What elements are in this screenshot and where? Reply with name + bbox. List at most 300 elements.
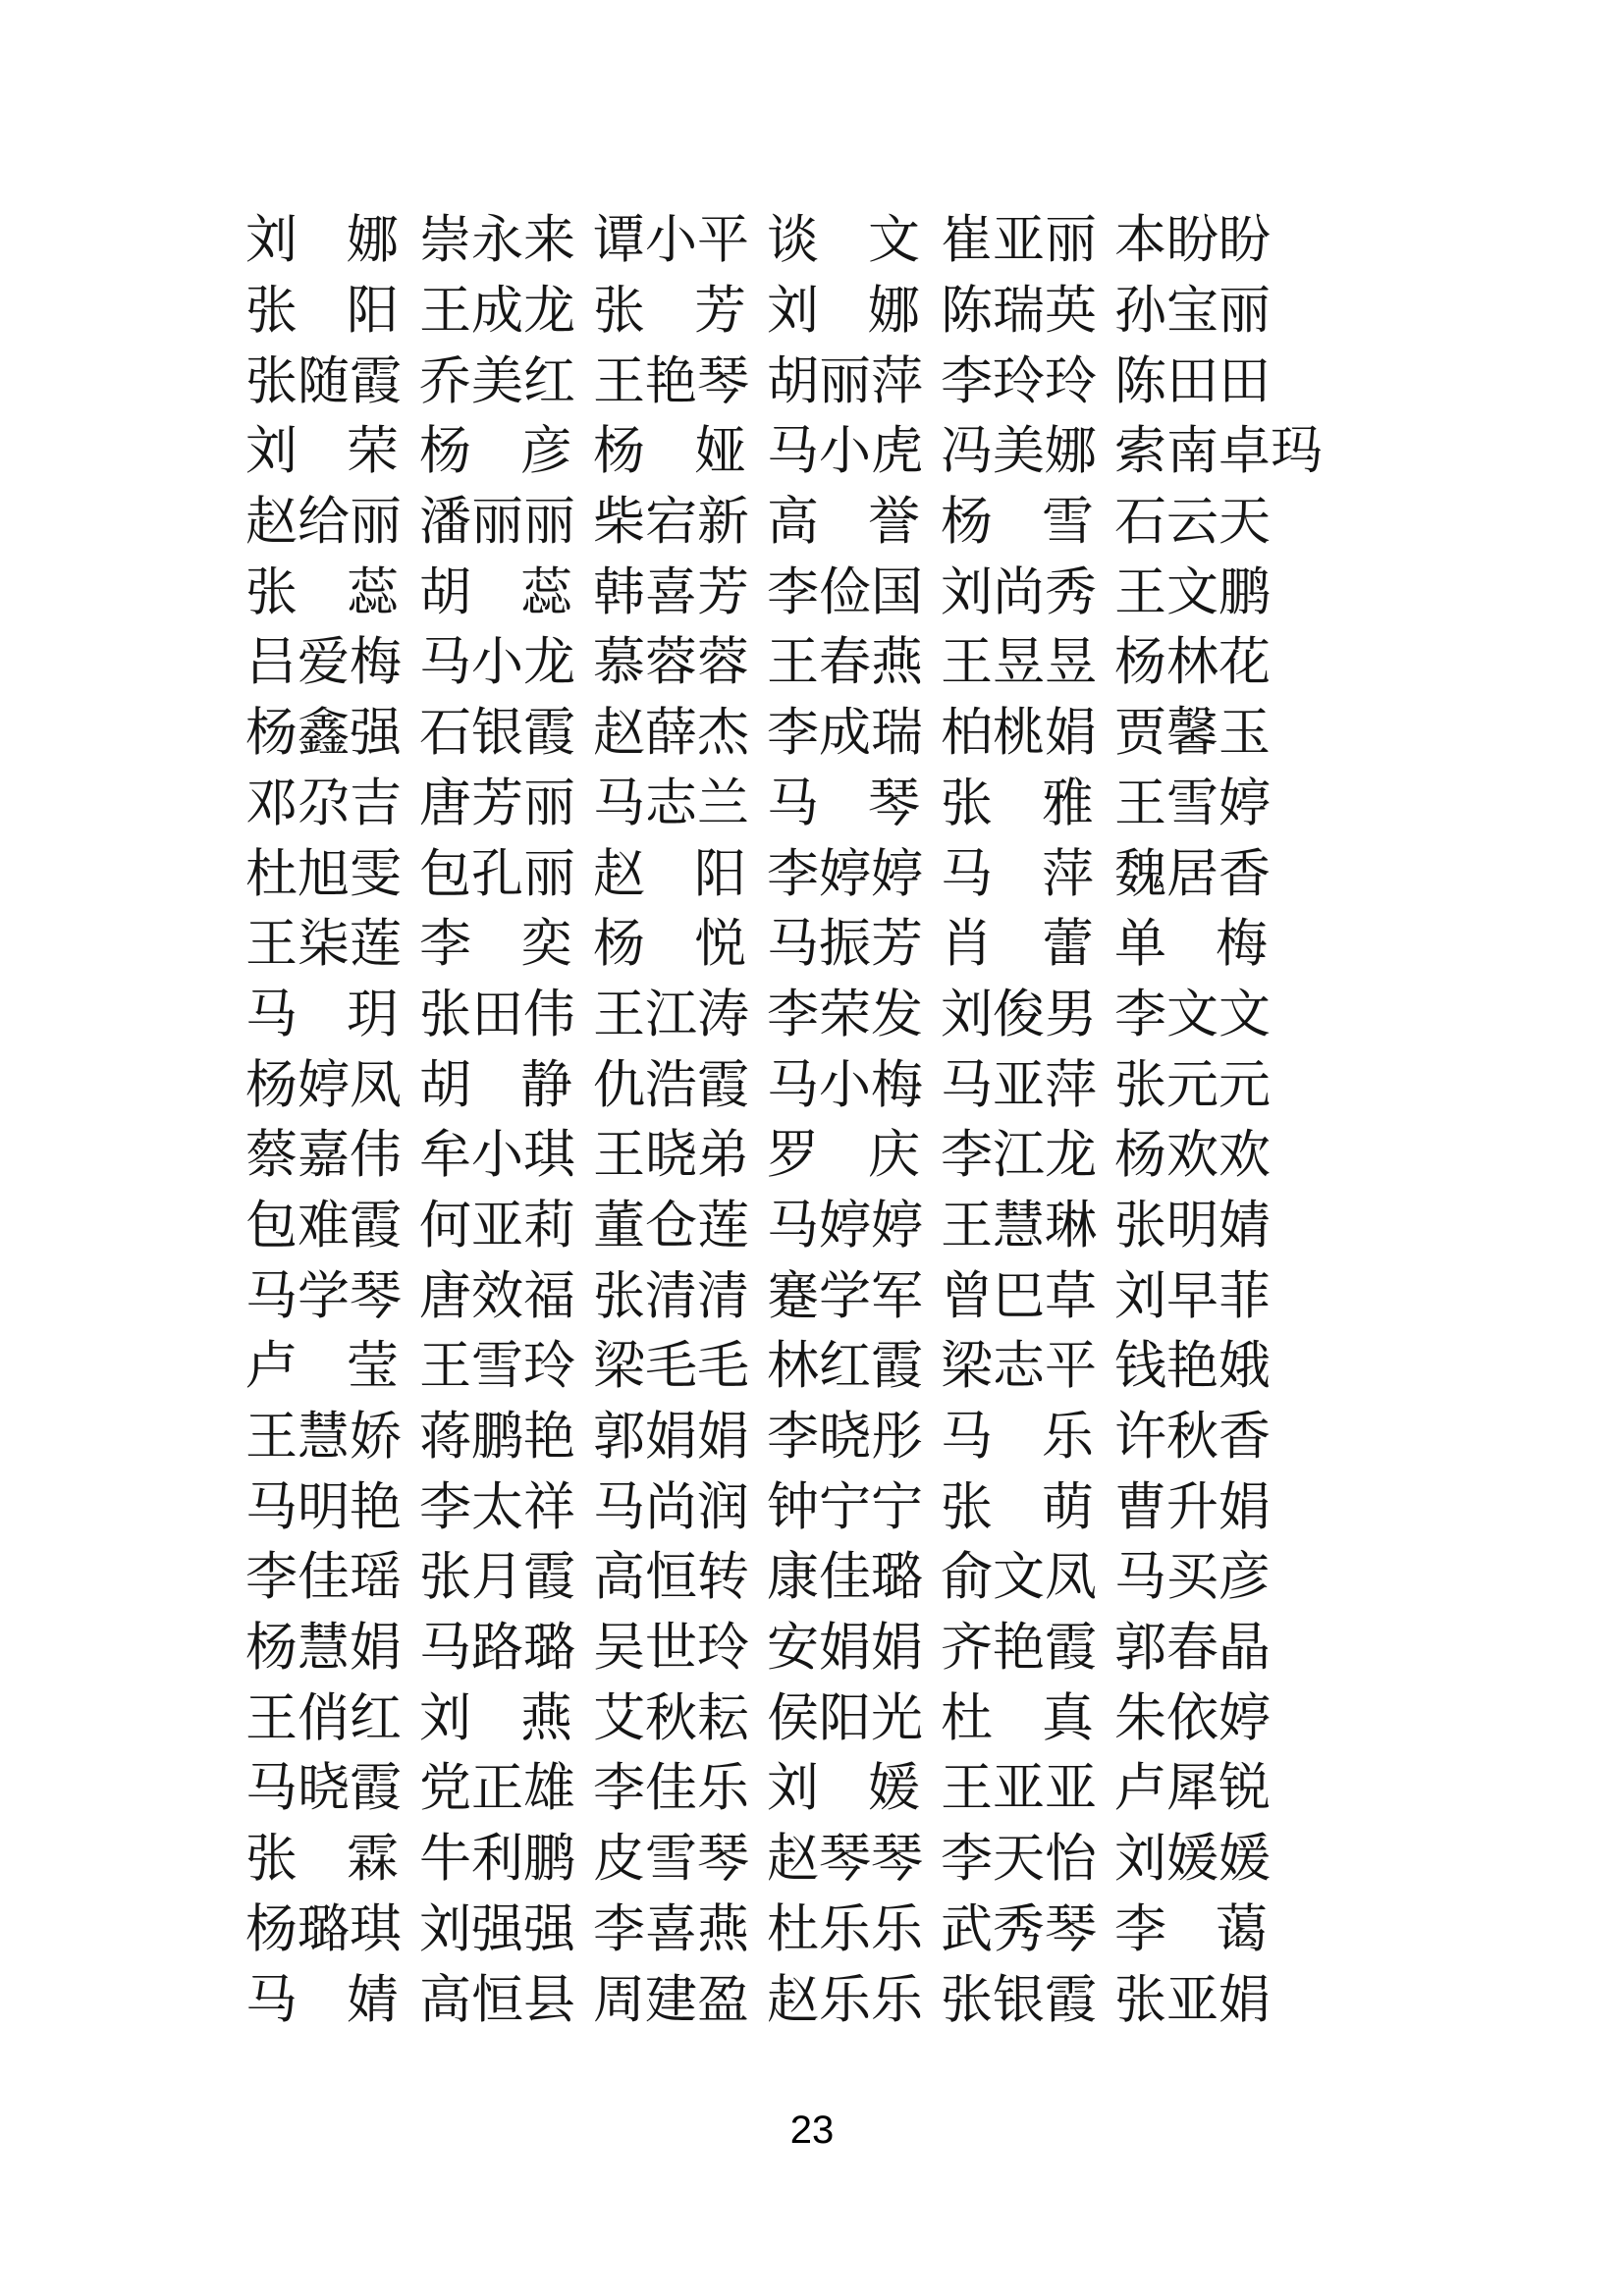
name-char: 雅 [1042, 774, 1094, 832]
name-char: 杨 [245, 1900, 298, 1958]
name-char: 娜 [347, 212, 399, 270]
name-char: 早 [1166, 1267, 1218, 1325]
name-char: 马 [245, 1478, 298, 1536]
name-char: 张 [245, 352, 298, 410]
name-cell [767, 705, 923, 763]
name-char: 璐 [298, 1900, 350, 1958]
name-cell [419, 1549, 575, 1607]
name-char: 江 [645, 986, 697, 1043]
name-char: 曹 [1114, 1478, 1166, 1536]
name-cell [767, 1267, 923, 1325]
name-char: 秀 [1045, 563, 1097, 621]
name-char: 霞 [523, 1549, 575, 1607]
name-char: 刘 [419, 1900, 471, 1958]
name-char: 娟 [1045, 705, 1097, 763]
name-char: 田 [471, 986, 523, 1043]
name-char: 张 [419, 1549, 471, 1607]
name-char: 马 [767, 1056, 819, 1114]
name-char: 莲 [350, 916, 402, 974]
name-char: 凤 [1045, 1549, 1097, 1607]
name-char: 牛 [419, 1831, 471, 1889]
name-char: 喜 [645, 1900, 697, 1958]
name-char: 买 [1166, 1549, 1218, 1607]
name-char: 锐 [1218, 1760, 1271, 1818]
name-char: 发 [871, 986, 923, 1043]
name-row [245, 1754, 1271, 1825]
name-char: 香 [1218, 1409, 1271, 1467]
name-cell [1114, 1197, 1271, 1255]
name-char: 伟 [350, 1127, 402, 1185]
name-cell [767, 986, 923, 1043]
name-char: 真 [1042, 1689, 1094, 1747]
name-char: 李 [1114, 986, 1166, 1043]
name-char: 婷 [819, 1197, 871, 1255]
name-char: 瑞 [993, 283, 1045, 341]
name-row [245, 1121, 1271, 1192]
name-char: 娅 [694, 423, 746, 481]
name-char: 高 [419, 1971, 471, 2029]
name-cell [419, 1127, 575, 1185]
name-char: 赵 [593, 845, 645, 903]
name-cell [1114, 563, 1271, 621]
name-char: 恒 [645, 1549, 697, 1607]
name-char: 媛 [868, 1760, 920, 1818]
name-cell [245, 1197, 402, 1255]
name-char: 强 [471, 1900, 523, 1958]
name-cell [941, 1689, 1094, 1747]
name-char: 霖 [347, 1831, 399, 1889]
name-char: 春 [819, 634, 871, 692]
name-row [245, 770, 1271, 840]
name-char: 正 [471, 1760, 523, 1818]
name-char: 刘 [419, 1689, 471, 1747]
name-char: 吴 [593, 1620, 645, 1678]
name-char: 秋 [645, 1689, 697, 1747]
name-char: 玉 [1218, 705, 1271, 763]
name-char: 香 [1218, 845, 1271, 903]
name-char: 张 [245, 283, 298, 341]
name-char: 桃 [993, 705, 1045, 763]
name-char: 牟 [419, 1127, 471, 1185]
name-cell [767, 1056, 923, 1114]
name-cell [593, 1197, 749, 1255]
name-char: 胡 [767, 352, 819, 410]
name-char: 慕 [593, 634, 645, 692]
name-cell [245, 845, 402, 903]
name-char: 秋 [1166, 1409, 1218, 1467]
name-char: 杨 [1114, 1127, 1166, 1185]
name-char: 伟 [523, 986, 575, 1043]
name-row [245, 910, 1268, 981]
name-row [245, 1614, 1271, 1684]
name-char: 馨 [1166, 705, 1218, 763]
name-cell [941, 986, 1097, 1043]
name-char: 元 [1218, 1056, 1271, 1114]
name-char: 丽 [471, 494, 523, 552]
name-cell [767, 1620, 923, 1678]
name-char: 王 [767, 634, 819, 692]
name-char: 晶 [1218, 1620, 1271, 1678]
name-cell [767, 1831, 923, 1889]
name-char: 丽 [1218, 283, 1271, 341]
name-row [245, 1261, 1271, 1332]
name-char: 天 [1218, 494, 1271, 552]
name-char: 霞 [1045, 1620, 1097, 1678]
name-char: 俭 [819, 563, 871, 621]
name-char: 萍 [871, 352, 923, 410]
name-char: 萍 [1045, 1056, 1097, 1114]
name-char: 马 [419, 1620, 471, 1678]
name-char: 蔡 [245, 1127, 298, 1185]
name-cell [1114, 283, 1271, 341]
name-cell [593, 1127, 749, 1185]
name-char: 琴 [1045, 1900, 1097, 1958]
name-char: 琪 [523, 1127, 575, 1185]
name-char: 雪 [645, 1831, 697, 1889]
name-cell [245, 494, 402, 552]
name-char: 张 [1114, 1971, 1166, 2029]
name-char: 党 [419, 1760, 471, 1818]
name-char: 李 [419, 916, 471, 974]
name-row [245, 347, 1271, 417]
name-cell [593, 1338, 749, 1396]
name-char: 田 [1218, 352, 1271, 410]
name-char: 林 [767, 1338, 819, 1396]
name-char: 索 [1114, 423, 1166, 481]
name-char: 乐 [819, 1971, 871, 2029]
name-char: 娟 [1218, 1478, 1271, 1536]
name-char: 贾 [1114, 705, 1166, 763]
name-char: 鹏 [471, 1409, 523, 1467]
name-char: 鹏 [1218, 563, 1271, 621]
name-char: 唐 [419, 774, 471, 832]
name-row [245, 1332, 1271, 1403]
name-char: 红 [819, 1338, 871, 1396]
name-char: 王 [593, 1127, 645, 1185]
name-char: 马 [941, 845, 993, 903]
name-char: 军 [871, 1267, 923, 1325]
name-char: 俏 [298, 1689, 350, 1747]
name-char: 玲 [697, 1620, 749, 1678]
name-char: 学 [298, 1267, 350, 1325]
name-char: 盼 [1166, 212, 1218, 270]
name-cell [419, 1478, 575, 1536]
name-char: 婷 [871, 845, 923, 903]
name-char: 明 [1166, 1197, 1218, 1255]
name-char: 媛 [1166, 1831, 1218, 1889]
name-char: 朱 [1114, 1689, 1166, 1747]
name-char: 王 [941, 634, 993, 692]
name-char: 郭 [593, 1409, 645, 1467]
name-cell [1114, 1056, 1271, 1114]
name-char: 荣 [819, 986, 871, 1043]
name-char: 李 [419, 1478, 471, 1536]
name-char: 佳 [819, 1549, 871, 1607]
name-char: 马 [419, 634, 471, 692]
name-char: 张 [593, 1267, 645, 1325]
name-char: 文 [1218, 986, 1271, 1043]
name-char: 周 [593, 1971, 645, 2029]
name-cell [1114, 1267, 1271, 1325]
name-char: 娜 [868, 283, 920, 341]
name-cell [1114, 634, 1271, 692]
name-char: 婧 [347, 1971, 399, 2029]
name-char: 钟 [767, 1478, 819, 1536]
name-char: 利 [471, 1831, 523, 1889]
name-char: 晓 [819, 1409, 871, 1467]
name-cell [245, 1267, 402, 1325]
name-char: 王 [245, 916, 298, 974]
name-cell [245, 1971, 399, 2029]
name-char: 霞 [871, 1338, 923, 1396]
name-char: 佳 [298, 1549, 350, 1607]
name-char: 弟 [697, 1127, 749, 1185]
name-cell [593, 774, 749, 832]
name-char: 玲 [993, 352, 1045, 410]
name-char: 龙 [1045, 1127, 1097, 1185]
name-char: 美 [471, 352, 523, 410]
name-char: 仓 [645, 1197, 697, 1255]
name-char: 爱 [298, 634, 350, 692]
name-cell [419, 705, 575, 763]
name-char: 刘 [1114, 1267, 1166, 1325]
name-char: 琴 [697, 1831, 749, 1889]
name-char: 芳 [694, 283, 746, 341]
name-char: 媛 [1218, 1831, 1271, 1889]
name-char: 美 [993, 423, 1045, 481]
name-char: 潘 [419, 494, 471, 552]
name-char: 悦 [694, 916, 746, 974]
name-char: 霞 [697, 1056, 749, 1114]
name-char: 彦 [520, 423, 572, 481]
name-char: 平 [697, 212, 749, 270]
name-char: 志 [645, 774, 697, 832]
name-char: 红 [523, 352, 575, 410]
name-char: 吕 [245, 634, 298, 692]
name-char: 唐 [419, 1267, 471, 1325]
name-char: 杨 [593, 423, 645, 481]
name-char: 彤 [871, 1409, 923, 1467]
name-char: 张 [1114, 1056, 1166, 1114]
name-char: 李 [767, 563, 819, 621]
name-cell [245, 1478, 402, 1536]
name-char: 丽 [523, 845, 575, 903]
name-char: 娜 [1045, 423, 1097, 481]
name-cell [593, 1267, 749, 1325]
name-char: 艳 [993, 1620, 1045, 1678]
name-char: 马 [593, 1478, 645, 1536]
name-char: 杰 [697, 705, 749, 763]
name-char: 王 [593, 352, 645, 410]
name-char: 王 [419, 1338, 471, 1396]
name-cell [593, 212, 749, 270]
name-cell [419, 1620, 575, 1678]
name-char: 仇 [593, 1056, 645, 1114]
name-char: 包 [245, 1197, 298, 1255]
name-cell [941, 494, 1094, 552]
name-char: 李 [941, 352, 993, 410]
name-char: 李 [941, 1127, 993, 1185]
name-row [245, 839, 1271, 910]
name-cell [767, 634, 923, 692]
name-char: 鑫 [298, 705, 350, 763]
name-cell [419, 1760, 575, 1818]
name-char: 居 [1166, 845, 1218, 903]
name-cell [1114, 845, 1271, 903]
name-char: 萍 [1042, 845, 1094, 903]
name-char: 杜 [245, 845, 298, 903]
name-row [245, 1050, 1271, 1121]
name-cell [593, 1900, 749, 1958]
name-char: 蹇 [767, 1267, 819, 1325]
name-char: 霞 [523, 705, 575, 763]
name-row [245, 1825, 1271, 1896]
name-cell [941, 1056, 1097, 1114]
name-char: 崇 [419, 212, 471, 270]
name-char: 李 [593, 1760, 645, 1818]
name-char: 娟 [645, 1409, 697, 1467]
name-char: 胡 [419, 563, 471, 621]
name-cell [767, 1689, 923, 1747]
name-cell [767, 774, 920, 832]
name-cell [245, 1127, 402, 1185]
name-char: 亚 [1045, 1760, 1097, 1818]
name-cell [941, 916, 1094, 974]
name-cell [593, 1056, 749, 1114]
name-char: 郭 [1114, 1620, 1166, 1678]
name-char: 建 [645, 1971, 697, 2029]
name-cell [593, 1689, 749, 1747]
name-char: 转 [697, 1549, 749, 1607]
name-char: 怡 [1045, 1831, 1097, 1889]
name-row [245, 417, 1323, 488]
name-cell [245, 1760, 402, 1818]
name-char: 崔 [941, 212, 993, 270]
name-char: 赵 [767, 1831, 819, 1889]
name-char: 男 [1045, 986, 1097, 1043]
name-cell [767, 916, 923, 974]
name-char: 王 [593, 986, 645, 1043]
name-char: 雪 [1042, 494, 1094, 552]
name-cell [245, 352, 402, 410]
name-row [245, 1965, 1271, 2036]
name-char: 红 [350, 1689, 402, 1747]
name-char: 孙 [1114, 283, 1166, 341]
name-char: 亚 [993, 1056, 1045, 1114]
name-cell [941, 1760, 1097, 1818]
name-char: 李 [767, 845, 819, 903]
name-cell [419, 1831, 575, 1889]
name-cell [419, 1338, 575, 1396]
name-cell [941, 1971, 1097, 2029]
name-char: 乐 [697, 1760, 749, 1818]
name-char: 张 [245, 563, 298, 621]
name-cell [419, 1971, 575, 2029]
names-grid [245, 206, 1323, 2036]
name-cell [419, 1689, 572, 1747]
name-char: 玥 [347, 986, 399, 1043]
name-cell [941, 1267, 1097, 1325]
name-cell [1114, 1409, 1271, 1467]
name-char: 宁 [871, 1478, 923, 1536]
name-char: 雪 [471, 1338, 523, 1396]
name-cell [1114, 1760, 1271, 1818]
name-char: 马 [245, 1267, 298, 1325]
name-char: 文 [868, 212, 920, 270]
name-row [245, 488, 1271, 559]
name-char: 秀 [993, 1900, 1045, 1958]
name-char: 毛 [697, 1338, 749, 1396]
name-char: 林 [1166, 634, 1218, 692]
name-char: 刘 [767, 1760, 819, 1818]
name-char: 永 [471, 212, 523, 270]
name-cell [593, 352, 749, 410]
name-row [245, 1543, 1271, 1614]
name-char: 皮 [593, 1831, 645, 1889]
name-cell [1114, 1127, 1271, 1185]
name-char: 福 [523, 1267, 575, 1325]
name-char: 梅 [871, 1056, 923, 1114]
name-char: 巴 [993, 1267, 1045, 1325]
name-char: 玛 [1271, 423, 1323, 481]
name-cell [941, 1620, 1097, 1678]
name-cell [419, 563, 572, 621]
name-cell [1114, 212, 1271, 270]
name-cell [1114, 1971, 1271, 2029]
name-char: 萌 [1042, 1478, 1094, 1536]
name-char: 杜 [767, 1900, 819, 1958]
name-char: 誉 [868, 494, 920, 552]
name-char: 张 [593, 283, 645, 341]
name-char: 田 [1166, 352, 1218, 410]
name-char: 张 [245, 1831, 298, 1889]
name-char: 庆 [868, 1127, 920, 1185]
name-char: 瑶 [350, 1549, 402, 1607]
name-cell [593, 916, 746, 974]
name-char: 本 [1114, 212, 1166, 270]
name-char: 俞 [941, 1549, 993, 1607]
name-char: 梅 [1216, 916, 1268, 974]
name-char: 梁 [941, 1338, 993, 1396]
name-char: 马 [767, 1197, 819, 1255]
name-char: 明 [298, 1478, 350, 1536]
name-char: 凤 [350, 1056, 402, 1114]
name-char: 给 [298, 494, 350, 552]
name-char: 昱 [1045, 634, 1097, 692]
name-char: 志 [993, 1338, 1045, 1396]
name-char: 刘 [1114, 1831, 1166, 1889]
name-char: 刘 [941, 986, 993, 1043]
name-cell [1114, 1689, 1271, 1747]
name-char: 芳 [871, 916, 923, 974]
name-char: 慧 [993, 1197, 1045, 1255]
name-char: 小 [471, 1127, 523, 1185]
name-char: 邓 [245, 774, 298, 832]
name-char: 艳 [350, 1478, 402, 1536]
name-char: 石 [1114, 494, 1166, 552]
name-cell [593, 494, 749, 552]
name-char: 兰 [697, 774, 749, 832]
name-char: 难 [298, 1197, 350, 1255]
name-char: 谈 [767, 212, 819, 270]
name-cell [941, 1409, 1094, 1467]
name-char: 清 [645, 1267, 697, 1325]
name-char: 燕 [697, 1900, 749, 1958]
name-char: 小 [819, 1056, 871, 1114]
name-cell [1114, 352, 1271, 410]
name-cell [941, 1478, 1094, 1536]
name-char: 霞 [350, 352, 402, 410]
